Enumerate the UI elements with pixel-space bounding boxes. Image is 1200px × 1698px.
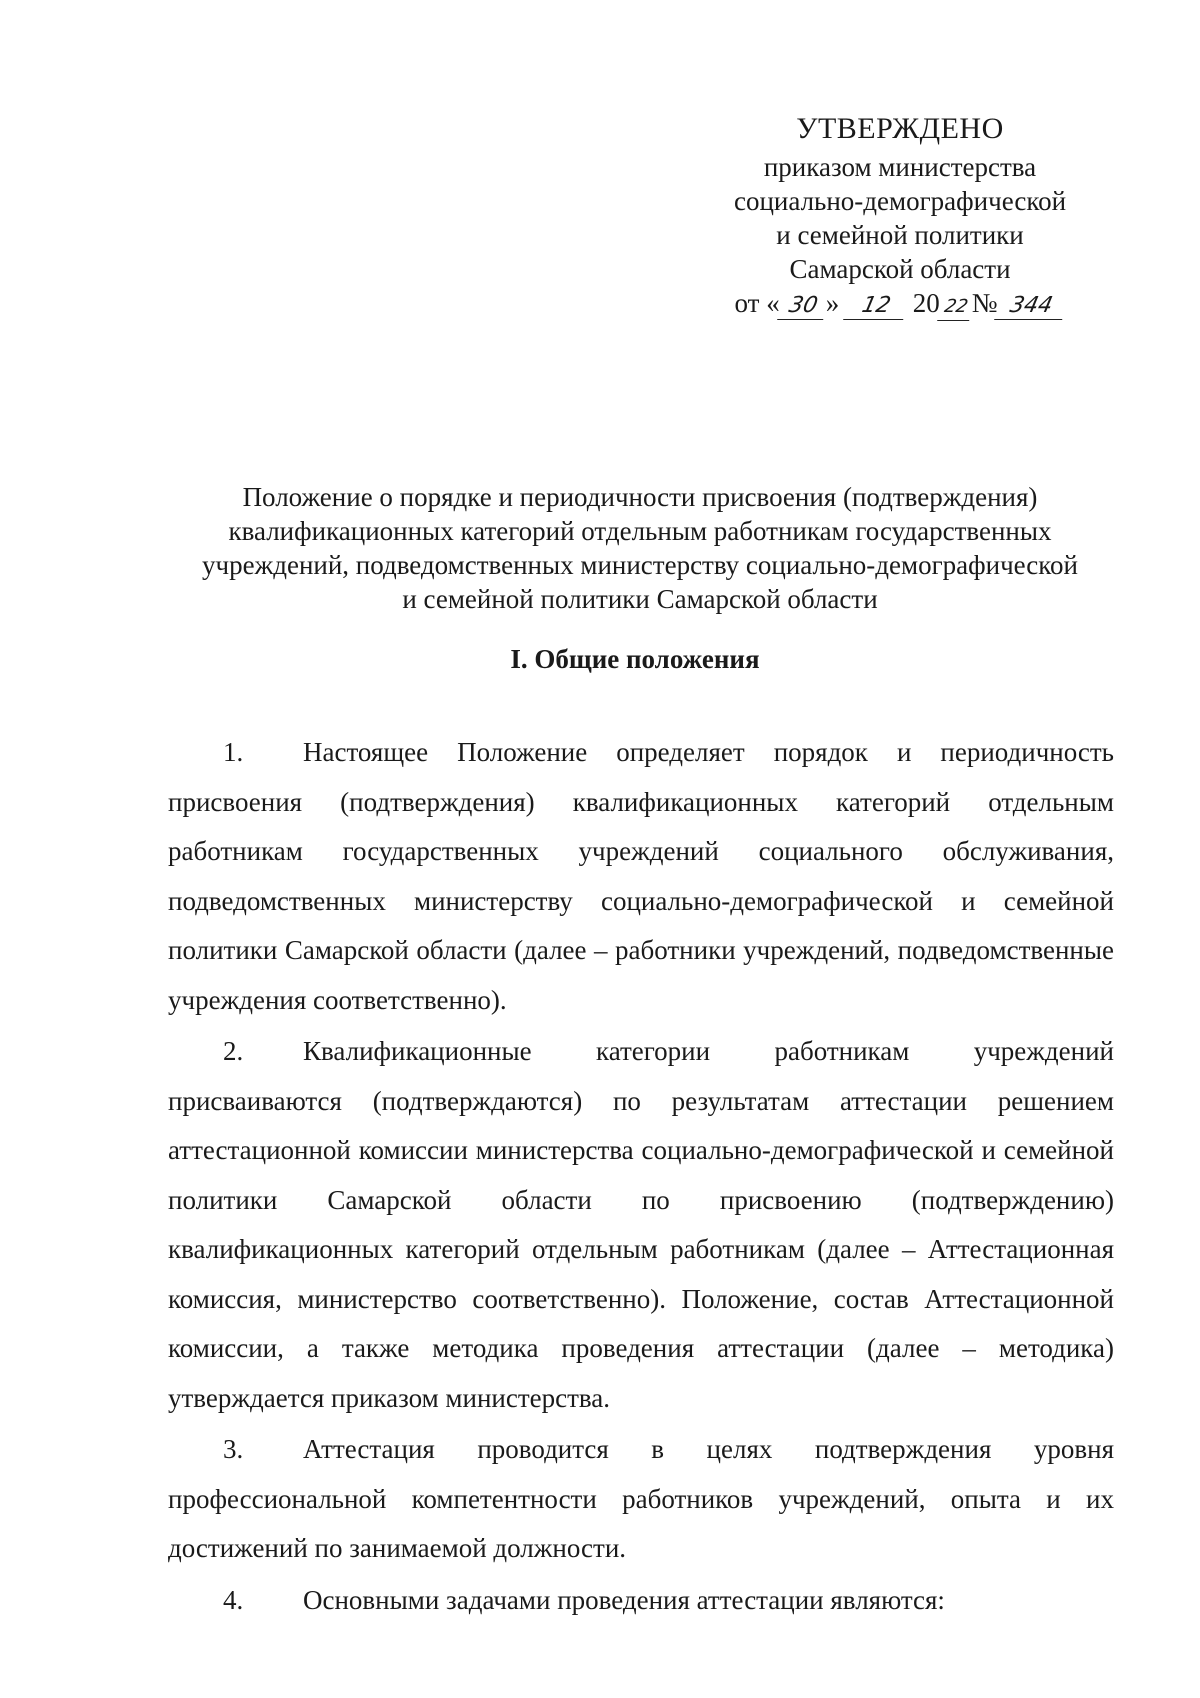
paragraph-text: Квалификационные категории работникам учреждений присваиваются (подтверждаются) по результатам аттестации решением аттестационной комиссии министерства социально-демографической и семейной политики Самарской области по присвоению (подтверждению) квалификационных категорий отдельным работникам (далее – Аттестационная комиссия, министерство соответственно). Положение, состав Аттестационной комиссии, а также методика проведения аттестации (далее – методика) утверждается приказом министерства. bbox=[168, 1036, 1114, 1413]
handwritten-number: 344 bbox=[995, 293, 1069, 320]
paragraph-number: 4. bbox=[223, 1584, 244, 1615]
title-line: учреждений, подведомственных министерству социально-демографической bbox=[202, 550, 1078, 580]
handwritten-month: 12 bbox=[843, 293, 909, 320]
handwritten-year: 22 bbox=[937, 294, 975, 321]
approval-line-2: социально-демографической bbox=[733, 186, 1067, 216]
approval-line-3: и семейной политики bbox=[776, 220, 1024, 250]
paragraph bbox=[168, 1425, 1114, 1574]
approval-block bbox=[700, 112, 1100, 321]
paragraph-text: Настоящее Положение определяет порядок и периодичность присвоения (подтверждения) квалификационных категорий отдельным работникам государственных учреждений социального обслуживания, подведомственных министерству социально-демографической и семейной политики Самарской области (далее – работники учреждений, подведомственные учреждения соответственно). bbox=[168, 737, 1114, 1015]
date-mid: » bbox=[825, 288, 846, 318]
paragraph-number: 2. bbox=[223, 1036, 244, 1066]
title-line: квалификационных категорий отдельным работникам государственных bbox=[228, 516, 1052, 546]
approval-line-1: приказом министерства bbox=[763, 152, 1037, 182]
approval-date-line bbox=[700, 286, 1100, 321]
approval-title: УТВЕРЖДЕНО bbox=[796, 112, 1004, 145]
paragraph bbox=[168, 1576, 1114, 1626]
approval-line-4: Самарской области bbox=[789, 254, 1011, 284]
number-prefix: № bbox=[971, 288, 998, 318]
paragraph-number: 3. bbox=[223, 1434, 244, 1464]
title-line: Положение о порядке и периодичности присвоения (подтверждения) bbox=[242, 482, 1038, 512]
document-title bbox=[170, 480, 1110, 616]
document-body bbox=[168, 728, 1114, 1627]
year-prefix: 20 bbox=[905, 288, 940, 318]
paragraph-text: Аттестация проводится в целях подтверждения уровня профессиональной компетентности работников учреждений, опыта и их достижений по занимаемой должности. bbox=[168, 1434, 1114, 1563]
paragraph bbox=[168, 728, 1114, 1025]
paragraph-text: Основными задачами проведения аттестации являются: bbox=[303, 1584, 945, 1615]
section-heading: I. Общие положения bbox=[510, 644, 760, 674]
paragraph-number: 1. bbox=[223, 737, 244, 767]
date-prefix: от « bbox=[734, 288, 780, 318]
title-line: и семейной политики Самарской области bbox=[402, 584, 878, 614]
handwritten-day: 30 bbox=[777, 293, 829, 320]
paragraph bbox=[168, 1027, 1114, 1423]
